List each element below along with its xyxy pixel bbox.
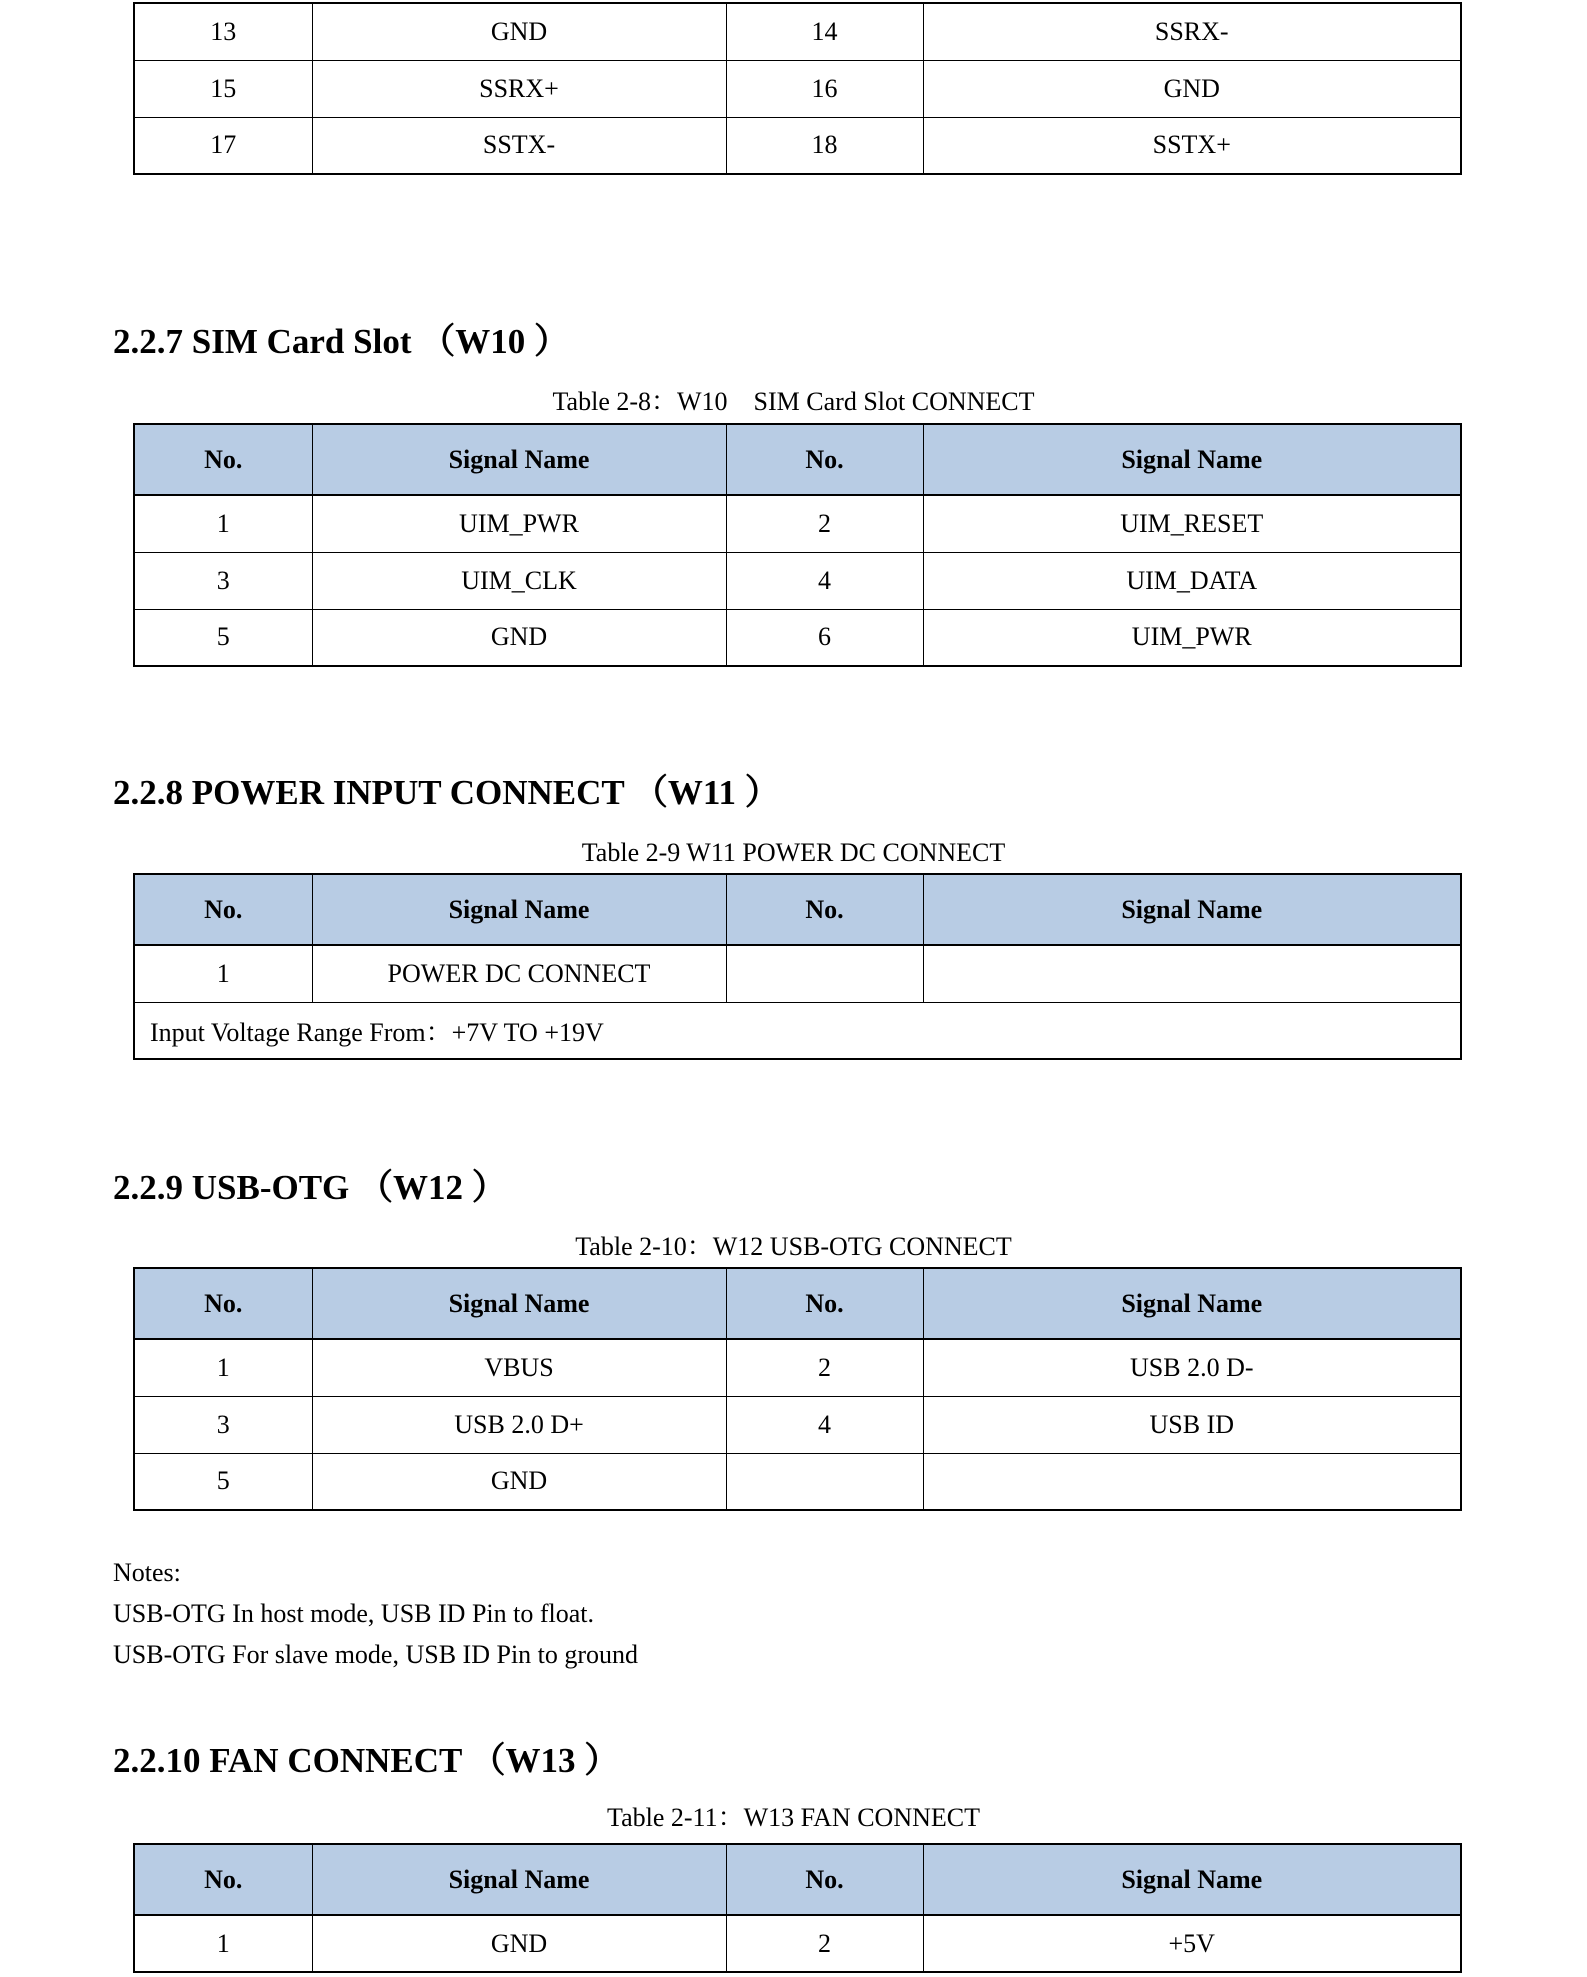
table-row: [134, 117, 1461, 174]
pin-number: [726, 1453, 923, 1510]
note-slave-mode: USB-OTG For slave mode, USB ID Pin to ground: [113, 1640, 639, 1669]
sim-card-pin-table: [133, 423, 1462, 667]
input-voltage-note: Input Voltage Range From：+7V TO +19V: [134, 1002, 1461, 1059]
pin-number: 17: [134, 117, 312, 174]
table-row: [134, 1915, 1461, 1972]
column-header-no: No.: [134, 874, 312, 945]
column-header-no: No.: [726, 1844, 923, 1915]
column-header-signal-name: Signal Name: [923, 874, 1461, 945]
notes-label: Notes:: [113, 1558, 181, 1587]
signal-name: [923, 1453, 1461, 1510]
signal-name: SSTX+: [923, 117, 1461, 174]
pin-number: 1: [134, 1339, 312, 1396]
table-row: [134, 60, 1461, 117]
column-header-signal-name: Signal Name: [312, 1268, 726, 1339]
column-header-no: No.: [134, 1268, 312, 1339]
table-row: [134, 495, 1461, 552]
table-header-row: [134, 1844, 1461, 1915]
table-caption-usb-otg: Table 2-10：W12 USB-OTG CONNECT: [575, 1232, 1012, 1261]
signal-name: USB 2.0 D-: [923, 1339, 1461, 1396]
table-caption-fan: Table 2-11：W13 FAN CONNECT: [607, 1803, 980, 1832]
column-header-no: No.: [726, 1268, 923, 1339]
table-row: [134, 3, 1461, 60]
pin-number: 3: [134, 1396, 312, 1453]
signal-name: SSRX+: [312, 60, 726, 117]
section-heading-sim-card-slot: 2.2.7 SIM Card Slot （W10 ）: [113, 322, 569, 361]
pin-number: 3: [134, 552, 312, 609]
table-row: [134, 945, 1461, 1002]
table-row: [134, 552, 1461, 609]
column-header-signal-name: Signal Name: [923, 1844, 1461, 1915]
table-row: [134, 1339, 1461, 1396]
table-row: [134, 1396, 1461, 1453]
pin-number: 2: [726, 495, 923, 552]
signal-name: UIM_PWR: [312, 495, 726, 552]
pin-number: [726, 945, 923, 1002]
signal-name: +5V: [923, 1915, 1461, 1972]
pin-number: 4: [726, 552, 923, 609]
signal-name: UIM_RESET: [923, 495, 1461, 552]
signal-name: GND: [312, 3, 726, 60]
usb3-pin-table-continued: [133, 2, 1462, 175]
table-header-row: [134, 1268, 1461, 1339]
table-header-row: [134, 424, 1461, 495]
signal-name: GND: [312, 609, 726, 666]
section-heading-usb-otg: 2.2.9 USB-OTG （W12 ）: [113, 1168, 507, 1207]
section-heading-fan-connect: 2.2.10 FAN CONNECT （W13 ）: [113, 1741, 620, 1780]
pin-number: 5: [134, 1453, 312, 1510]
pin-number: 5: [134, 609, 312, 666]
column-header-no: No.: [134, 424, 312, 495]
column-header-signal-name: Signal Name: [312, 1844, 726, 1915]
pin-number: 15: [134, 60, 312, 117]
signal-name: USB ID: [923, 1396, 1461, 1453]
signal-name: [923, 945, 1461, 1002]
pin-number: 14: [726, 3, 923, 60]
column-header-signal-name: Signal Name: [923, 1268, 1461, 1339]
signal-name: UIM_DATA: [923, 552, 1461, 609]
pin-number: 4: [726, 1396, 923, 1453]
signal-name: SSRX-: [923, 3, 1461, 60]
signal-name: SSTX-: [312, 117, 726, 174]
pin-number: 1: [134, 495, 312, 552]
column-header-no: No.: [726, 874, 923, 945]
signal-name: GND: [312, 1453, 726, 1510]
signal-name: GND: [312, 1915, 726, 1972]
pin-number: 6: [726, 609, 923, 666]
section-heading-power-input: 2.2.8 POWER INPUT CONNECT （W11 ）: [113, 773, 780, 812]
fan-pin-table: [133, 1843, 1462, 1973]
pin-number: 13: [134, 3, 312, 60]
signal-name: USB 2.0 D+: [312, 1396, 726, 1453]
pin-number: 1: [134, 1915, 312, 1972]
table-row: [134, 1453, 1461, 1510]
table-row: [134, 609, 1461, 666]
signal-name: UIM_CLK: [312, 552, 726, 609]
pin-number: 16: [726, 60, 923, 117]
column-header-signal-name: Signal Name: [923, 424, 1461, 495]
signal-name: UIM_PWR: [923, 609, 1461, 666]
table-caption-sim: Table 2-8：W10 SIM Card Slot CONNECT: [552, 387, 1035, 416]
column-header-no: No.: [134, 1844, 312, 1915]
table-header-row: [134, 874, 1461, 945]
column-header-no: No.: [726, 424, 923, 495]
pin-number: 2: [726, 1915, 923, 1972]
column-header-signal-name: Signal Name: [312, 874, 726, 945]
pin-number: 1: [134, 945, 312, 1002]
usb-otg-notes: [113, 1552, 638, 1675]
signal-name: GND: [923, 60, 1461, 117]
pin-number: 18: [726, 117, 923, 174]
pin-number: 2: [726, 1339, 923, 1396]
table-caption-power: Table 2-9 W11 POWER DC CONNECT: [581, 838, 1006, 867]
table-note-row: [134, 1002, 1461, 1059]
signal-name: VBUS: [312, 1339, 726, 1396]
signal-name: POWER DC CONNECT: [312, 945, 726, 1002]
usb-otg-pin-table: [133, 1267, 1462, 1511]
column-header-signal-name: Signal Name: [312, 424, 726, 495]
power-dc-pin-table: [133, 873, 1462, 1060]
note-host-mode: USB-OTG In host mode, USB ID Pin to float.: [113, 1599, 594, 1628]
